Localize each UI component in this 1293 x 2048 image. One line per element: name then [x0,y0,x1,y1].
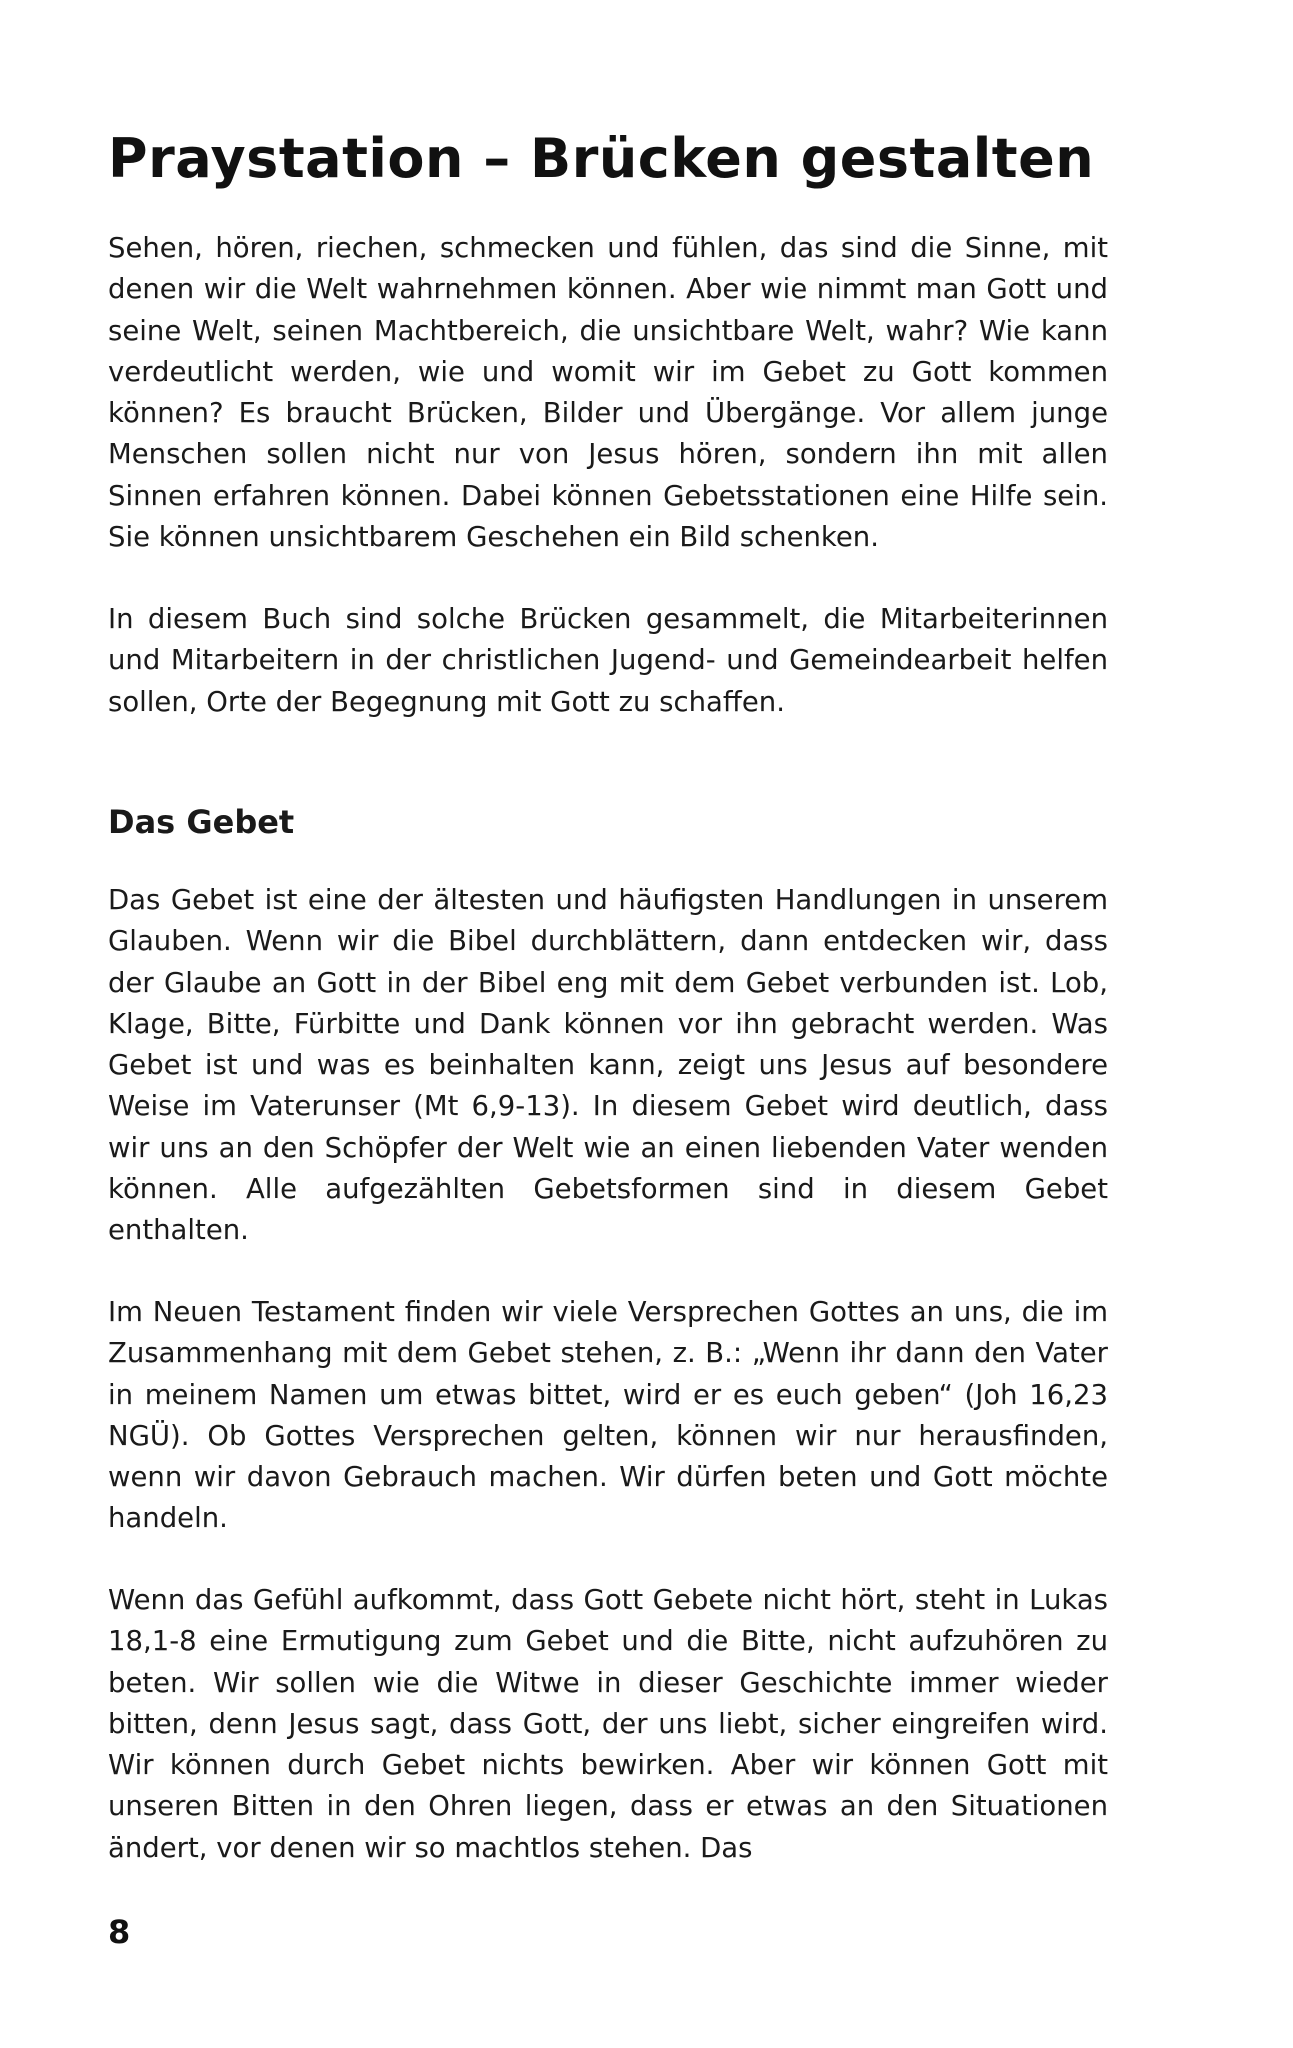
section-paragraph-3: Wenn das Gefühl aufkommt, dass Gott Gebete nicht hört, steht in Lukas 18,1-8 eine Ermutigung zum Gebet und die Bitte, nicht aufzuhören zu beten. Wir sollen wie die Witwe in dieser Geschichte immer wieder bitten, denn Jesus sagt, dass Gott, der uns liebt, sicher eingreifen wird. Wir können durch Gebet nichts bewirken. Aber wir können Gott mit unseren Bitten in den Ohren liegen, dass er etwas an den Situationen ändert, vor denen wir so machtlos stehen. Das [108,1584,1108,1864]
page-title: Praystation – Brücken gestalten [108,127,1095,190]
section-heading: Das Gebet [108,803,295,841]
section-paragraph-2: Im Neuen Testament finden wir viele Versprechen Gottes an uns, die im Zusammenhang mit dem Gebet stehen, z. B.: „Wenn ihr dann den Vater in meinem Namen um etwas bittet, wird er es euch geben“ (Joh 16,23 NGÜ). Ob Gottes Versprechen gelten, können wir nur herausfinden, wenn wir davon Gebrauch machen. Wir dürfen beten und Gott möchte handeln. [108,1296,1108,1535]
section-paragraph-1: Das Gebet ist eine der ältesten und häufigsten Handlungen in unserem Glauben. Wenn wir die Bibel durchblättern, dann entdecken wir, dass der Glaube an Gott in der Bibel eng mit dem Gebet verbunden ist. Lob, Klage, Bitte, Fürbitte und Dank können vor ihn gebracht werden. Was Gebet ist und was es beinhalten kann, zeigt uns Jesus auf besondere Weise im Vaterunser (Mt 6,9-13). In diesem Gebet wird deutlich, dass wir uns an den Schöpfer der Welt wie an einen liebenden Vater wenden können. Alle aufgezählten Gebetsformen sind in diesem Gebet enthalten. [108,884,1108,1247]
page-number: 8 [108,1913,131,1951]
intro-paragraph-1: Sehen, hören, riechen, schmecken und fühlen, das sind die Sinne, mit denen wir die Welt wahrnehmen können. Aber wie nimmt man Gott und seine Welt, seinen Machtbereich, die unsichtbare Welt, wahr? Wie kann verdeutlicht werden, wie und womit wir im Gebet zu Gott kommen können? Es braucht Brücken, Bilder und Übergänge. Vor allem junge Menschen sollen nicht nur von Jesus hören, sondern ihn mit allen Sinnen erfahren können. Dabei können Gebetsstationen eine Hilfe sein. Sie können unsichtbarem Geschehen ein Bild schenken. [108,232,1108,554]
intro-paragraph-2: In diesem Buch sind solche Brücken gesammelt, die Mitarbeiterinnen und Mitarbeitern in der christlichen Jugend- und Gemeindearbeit helfen sollen, Orte der Begegnung mit Gott zu schaffen. [108,603,1108,718]
